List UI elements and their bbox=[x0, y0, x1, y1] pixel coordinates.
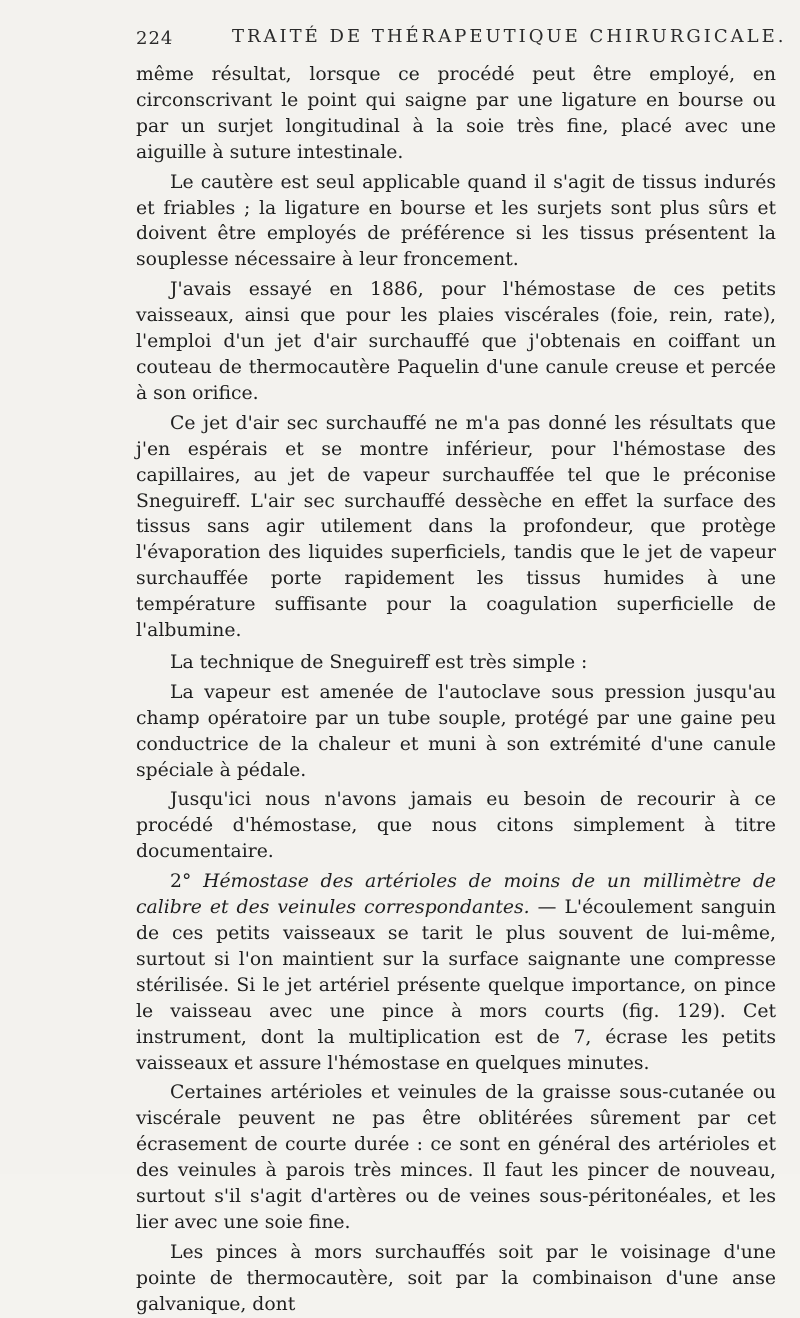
paragraph: Certaines artérioles et veinules de la graisse sous-cutanée ou viscérale peuvent ne pas être oblitérées sûrement par cet écrasement de courte durée : ce sont en général des artérioles et des veinules à parois très minces. Il faut les pincer de nouveau, surtout s'il s'agit d'artères ou de veines sous-péritonéales, et les lier avec une soie fine. bbox=[136, 1082, 776, 1233]
paragraph-text: — L'écoulement sanguin de ces petits vaisseaux se tarit le plus souvent de lui-même, surtout si l'on maintient sur la surface saignante une compresse stérilisée. Si le jet artériel présente quelque importance, on pince le vaisseau avec une pince à mors courts (fig. 129). Cet instrument, dont la multiplication est de 7, écrase les petits vaisseaux et assure l'hémostase en quelques minutes. bbox=[136, 897, 776, 1074]
section-number: 2° bbox=[170, 871, 192, 893]
body-text bbox=[136, 62, 776, 1318]
section-heading: Hémostase des artérioles de moins de un millimètre de calibre et des veinules correspondantes. bbox=[136, 871, 776, 919]
paragraph: Le cautère est seul applicable quand il s'agit de tissus indurés et friables ; la ligature en bourse et les surjets sont plus sûrs et doivent être employés de préférence si les tissus présentent la souplesse nécessaire à leur froncement. bbox=[136, 171, 776, 271]
paragraph: même résultat, lorsque ce procédé peut être employé, en circonscrivant le point qui saigne par une ligature en bourse ou par un surjet longitudinal à la soie très fine, placé avec une aiguille à suture intestinale. bbox=[136, 64, 776, 163]
paragraph: J'avais essayé en 1886, pour l'hémostase de ces petits vaisseaux, ainsi que pour les plaies viscérales (foie, rein, rate), l'emploi d'un jet d'air surchauffé que j'obtenais en coiffant un couteau de thermocautère Paquelin d'une canule creuse et percée à son orifice. bbox=[136, 279, 776, 404]
running-title: TRAITÉ DE THÉRAPEUTIQUE CHIRURGICALE. bbox=[232, 26, 787, 47]
paragraph: Les pinces à mors surchauffés soit par le voisinage d'une pointe de thermocautère, soit par la combinaison d'une anse galvanique, dont bbox=[136, 1241, 776, 1315]
paragraph: Ce jet d'air sec surchauffé ne m'a pas donné les résultats que j'en espérais et se montre inférieur, pour l'hémostase des capillaires, au jet de vapeur surchauffée tel que le préconise Sneguireff. L'air sec surchauffé dessèche en effet la surface des tissus sans agir utilement dans la profondeur, que protège l'évaporation des liquides superficiels, tandis que le jet de vapeur surchauffée porte rapidement les tissus humides à une température suffisante pour la coagulation superficielle de l'albumine. bbox=[136, 412, 776, 642]
paragraph: La vapeur est amenée de l'autoclave sous pression jusqu'au champ opératoire par un tube souple, protégé par une gaine peu conductrice de la chaleur et muni à son extrémité d'une canule spéciale à pédale. bbox=[136, 681, 776, 781]
page-header bbox=[136, 26, 787, 50]
paragraph bbox=[136, 869, 776, 1076]
paragraph: Jusqu'ici nous n'avons jamais eu besoin de recourir à ce procédé d'hémostase, que nous citons simplement à titre documentaire. bbox=[136, 789, 776, 863]
paragraph: La technique de Sneguireff est très simple : bbox=[170, 651, 588, 673]
page-number: 224 bbox=[136, 28, 174, 49]
